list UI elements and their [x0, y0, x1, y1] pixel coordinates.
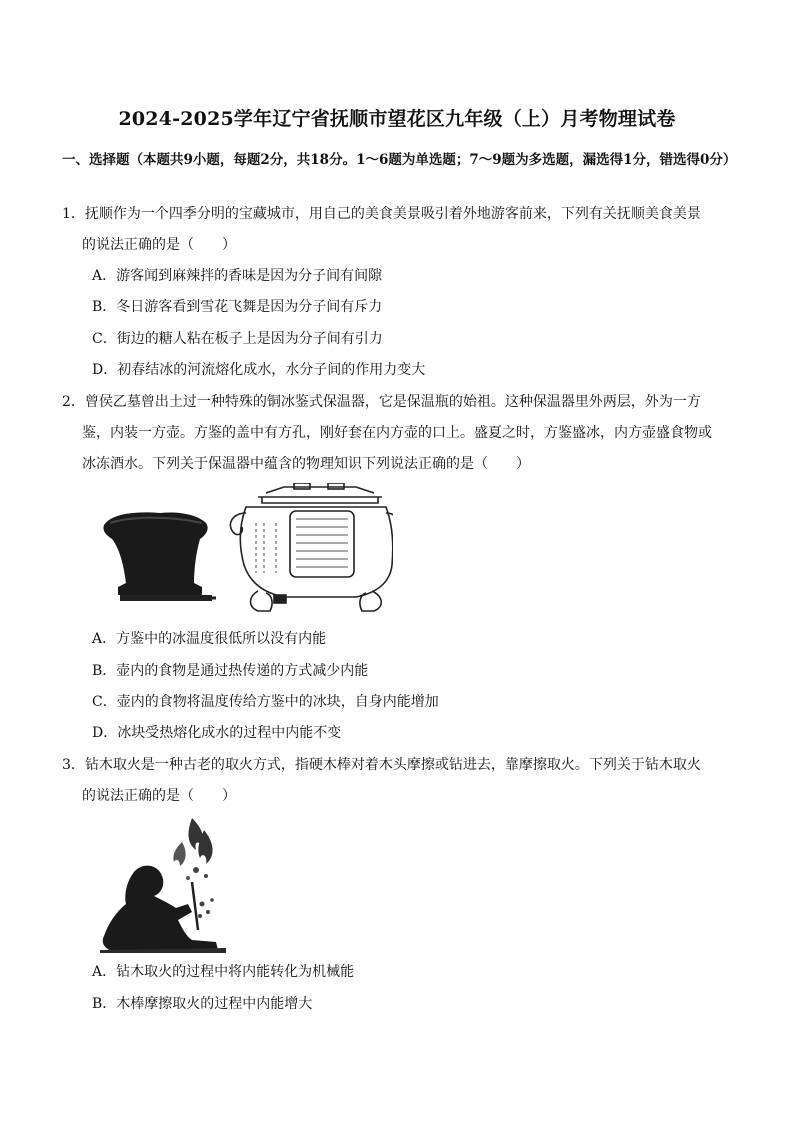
question-1-option-c: C．街边的糖人粘在板子上是因为分子间有引力 [92, 331, 383, 347]
question-2-line-2: 鉴，内装一方壶。方鉴的盖中有方孔，刚好套在内方壶的口上。盛夏之时，方鉴盛冰，内方壶盛食物或 [82, 425, 712, 441]
question-1-option-d: D．初春结冰的河流熔化成水，水分子间的作用力变大 [92, 362, 426, 378]
question-2-option-b: B．壶内的食物是通过热传递的方式减少内能 [92, 663, 369, 679]
question-2-option-d: D．冰块受热熔化成水的过程中内能不变 [92, 725, 342, 741]
sparks [198, 898, 214, 918]
question-3-line-2: 的说法正确的是（ ） [82, 788, 236, 804]
ice-cooler-photo-silhouette [103, 512, 216, 601]
flame-smoke [173, 818, 212, 880]
bronze-ice-cooler-figure [98, 483, 393, 618]
question-1-option-b: B．冬日游客看到雪花飞舞是因为分子间有斥力 [92, 299, 383, 315]
question-2-line-1: 2．曾侯乙墓曾出土过一种特殊的铜冰鉴式保温器，它是保温瓶的始祖。这种保温器里外两层，外为一方 [62, 394, 701, 410]
question-2-option-a: A．方鉴中的冰温度很低所以没有内能 [92, 631, 327, 647]
question-1-option-a: A．游客闻到麻辣拌的香味是因为分子间有间隙 [92, 268, 383, 284]
page-title: 2024-2025学年辽宁省抚顺市望花区九年级（上）月考物理试卷 [118, 108, 676, 130]
question-3-option-a: A．钻木取火的过程中将内能转化为机械能 [92, 964, 355, 980]
question-2-option-c: C．壶内的食物将温度传给方鉴中的冰块，自身内能增加 [92, 694, 439, 710]
question-3-option-b: B．木棒摩擦取火的过程中内能增大 [92, 996, 313, 1012]
question-1-line-2: 的说法正确的是（ ） [82, 237, 236, 253]
ice-cooler-line-drawing [230, 483, 393, 611]
fire-drilling-figure [96, 812, 231, 954]
question-2-line-3: 冰冻酒水。下列关于保温器中蕴含的物理知识下列说法正确的是（ ） [82, 456, 530, 472]
crouching-person-silhouette [103, 866, 218, 952]
question-3-line-1: 3．钻木取火是一种古老的取火方式，指硬木棒对着木头摩擦或钻进去，靠摩擦取火。下列关于钻木取火 [62, 757, 701, 773]
section-heading: 一、选择题（本题共9小题，每题2分，共18分。1～6题为单选题；7～9题为多选题，漏选得1分，错选得0分） [62, 152, 737, 168]
question-1-line-1: 1．抚顺作为一个四季分明的宝藏城市，用自己的美食美景吸引着外地游客前来，下列有关抚顺美食美景 [62, 206, 701, 222]
